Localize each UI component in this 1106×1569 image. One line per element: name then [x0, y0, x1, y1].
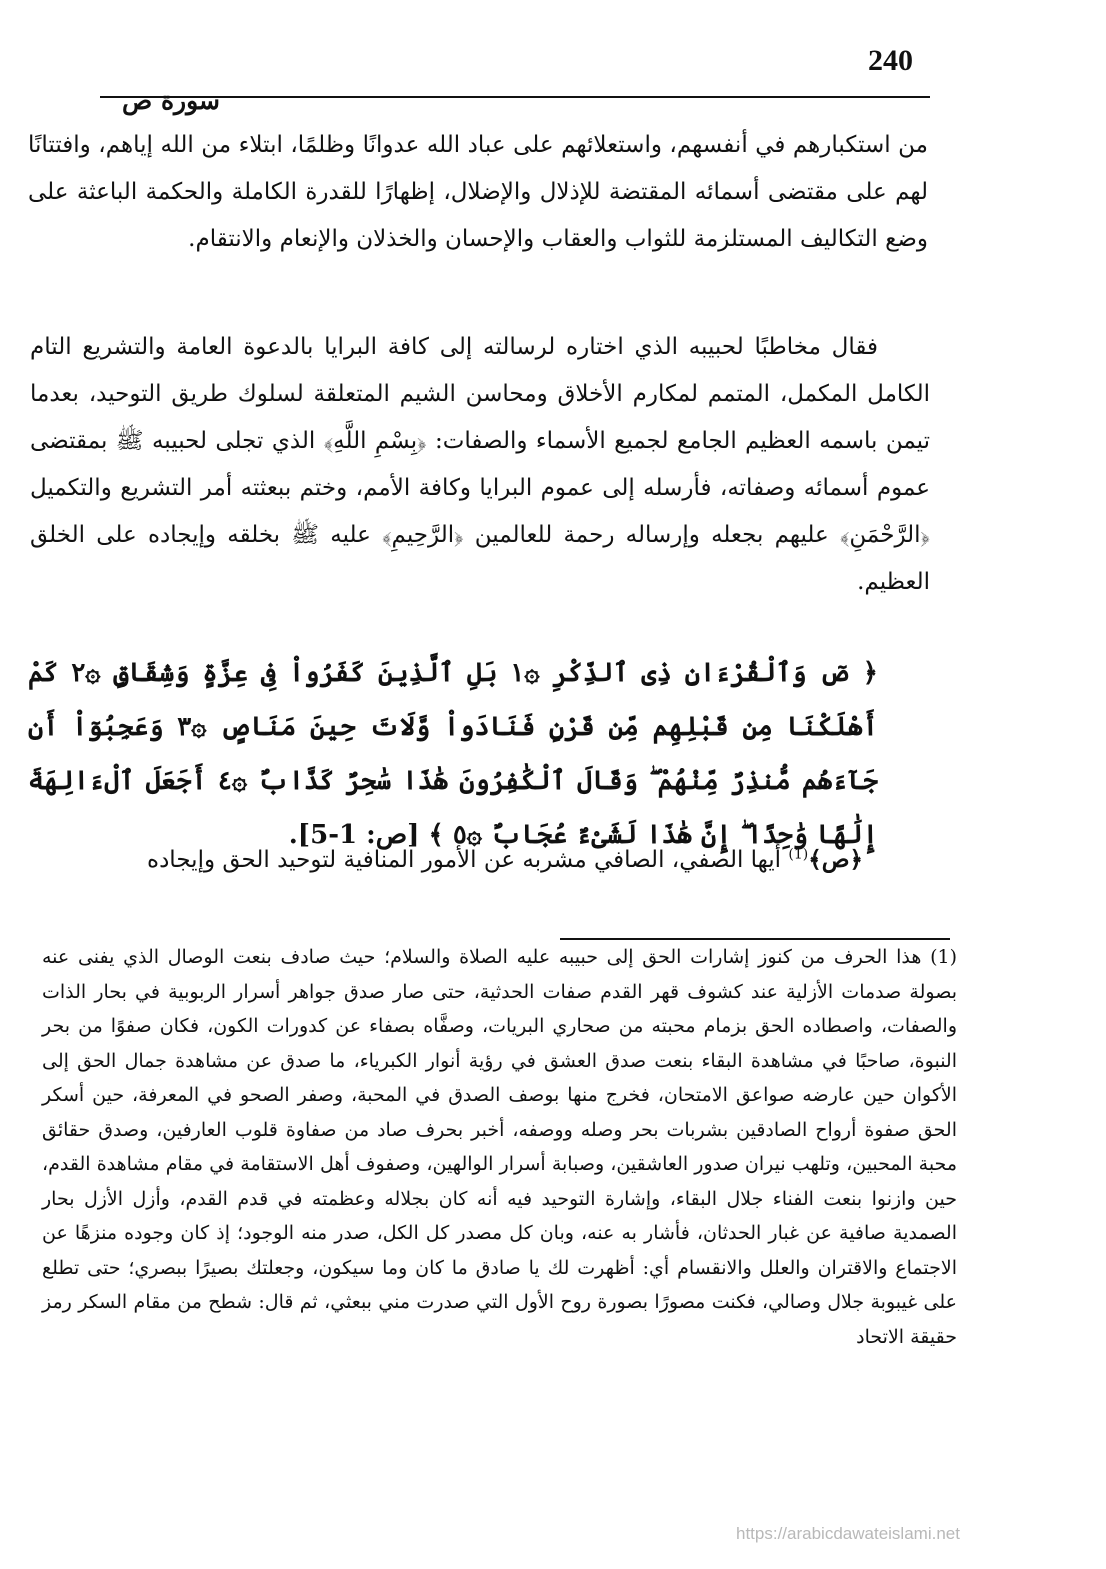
footnote-reference: (1) — [788, 846, 809, 863]
watermark-url: https://arabicdawateislami.net — [736, 1524, 960, 1543]
footnote-text: (1) هذا الحرف من كنوز إشارات الحق إلى حبيبه عليه الصلاة والسلام؛ حيث صادف بنعت الوصال الذي يفنى عنه بصولة صدمات الأزلية عند كشوف قهر القدم صفات الحدثية، حتى صار صدق جواهر أسرار الربوبية في بحار الذات والصفات، واصطاده الحق بزمام محبته من صحاري البريات، وصفَّاه بصفاء عن كدورات الكون، فكان صفوًا من بحر النبوة، صاحبًا في مشاهدة البقاء بنعت صدق العشق في رؤية أنوار الكبرياء، ما صدق عن مشاهدة جمال الحق إلى الأكوان حين عارضه صواعق الامتحان، فخرج منها بوصف الصدق في المحبة، وصفر الصحو في المعرفة، حين أسكر الحق صفوة أرواح الصادقين بشربات بحر وصله ووصفه، أخبر بحرف صاد من صفاوة قلوب العارفين، وصدق حقائق محبة المحبين، وتلهب نيران صدور العاشقين، وصبابة أسرار الوالهين، وصفوف أهل الاستقامة في مقام مشاهدة القدم، حين وازنوا بنعت الفناء جلال البقاء، وإشارة التوحيد فيه أنه كان بجلاله وعظمته في قدم القدم، وأزل الأزل بحار الصمدية صافية عن غبار الحدثان، فأشار به عنه، وبان كل مصدر كل الكل، صدر منه الوجود؛ إذ كان وجوده منزهًا عن الاجتماع والاقتران والعلل والانقسام أي: أظهرت لك يا صادق ما كان وما سيكون، وجعلتك بصيرًا ببصري؛ حتى تطلع على غيبوبة جلال وصالي، فكنت مصورًا بصورة روح الأول التي صدرت مني ببعثي، ثم قال: شطح من مقام السكر رمز حقيقة الاتحاد — [42, 946, 957, 1348]
header-divider — [100, 96, 930, 98]
paragraph-3-text: أيها الصفي، الصافي مشربه عن الأمور المنافية لتوحيد الحق وإيجاده — [147, 847, 789, 873]
paragraph-1: من استكبارهم في أنفسهم، واستعلائهم على عباد الله عدوانًا وظلمًا، ابتلاء من الله إياهم، وافتتانًا لهم على مقتضى أسمائه المقتضة للإذلال والإضلال، إظهارًا للقدرة الكاملة والحكمة الباعثة على وضع التكاليف المستلزمة للثواب والعقاب والإحسان والخذلان والإنعام والانتقام. — [28, 132, 928, 252]
surah-letter-marker: ﴿ص﴾ — [808, 846, 863, 873]
page-number: 240 — [868, 44, 913, 77]
paragraph-3 — [48, 836, 873, 884]
surah-title: سورة ص — [122, 86, 220, 115]
paragraph-2: فقال مخاطبًا لحبيبه الذي اختاره لرسالته إلى كافة البرايا بالدعوة العامة والتشريع التام الكامل المكمل، المتمم لمكارم الأخلاق ومحاسن الشيم المتعلقة لسلوك طريق التوحيد، بعدما تيمن باسمه العظيم الجامع لجميع الأسماء والصفات: ﴿بِسْمِ اللَّهِ﴾ الذي تجلى لحبيبه ﷺ بمقتضى عموم أسمائه وصفاته، فأرسله إلى عموم البرايا وكافة الأمم، وختم ببعثته أمر التشريع والتكميل ﴿الرَّحْمَنِ﴾ عليهم بجعله وإرساله رحمة للعالمين ﴿الرَّحِيمِ﴾ عليه ﷺ بخلقه وإيجاده على الخلق العظيم. — [30, 334, 931, 595]
quran-verses: ﴿ صٓ وَٱلْقُرْءَانِ ذِى ٱلذِّكْرِ ۞١ بَلِ ٱلَّذِينَ كَفَرُواْ فِى عِزَّةٍ وَشِقَاقٍ ۞٢ كَمْ أَهْلَكْنَا مِن قَبْلِهِم مِّن قَرْنٍ فَنَادَواْ وَّلَاتَ حِينَ مَنَاصٍ ۞٣ وَعَجِبُوٓاْ أَن جَآءَهُم مُّنذِرٌ مِّنْهُمْ ۖ وَقَالَ ٱلْكَٰفِرُونَ هَٰذَا سَٰحِرٌ كَذَّابٌ ۞٤ أَجَعَلَ ٱلْءَالِهَةَ إِلَٰهًا وَٰحِدًا ۖ إِنَّ هَٰذَا لَشَىْءٌ عُجَابٌ ۞٥ ﴾ [ص: 1-5]. — [28, 658, 879, 850]
